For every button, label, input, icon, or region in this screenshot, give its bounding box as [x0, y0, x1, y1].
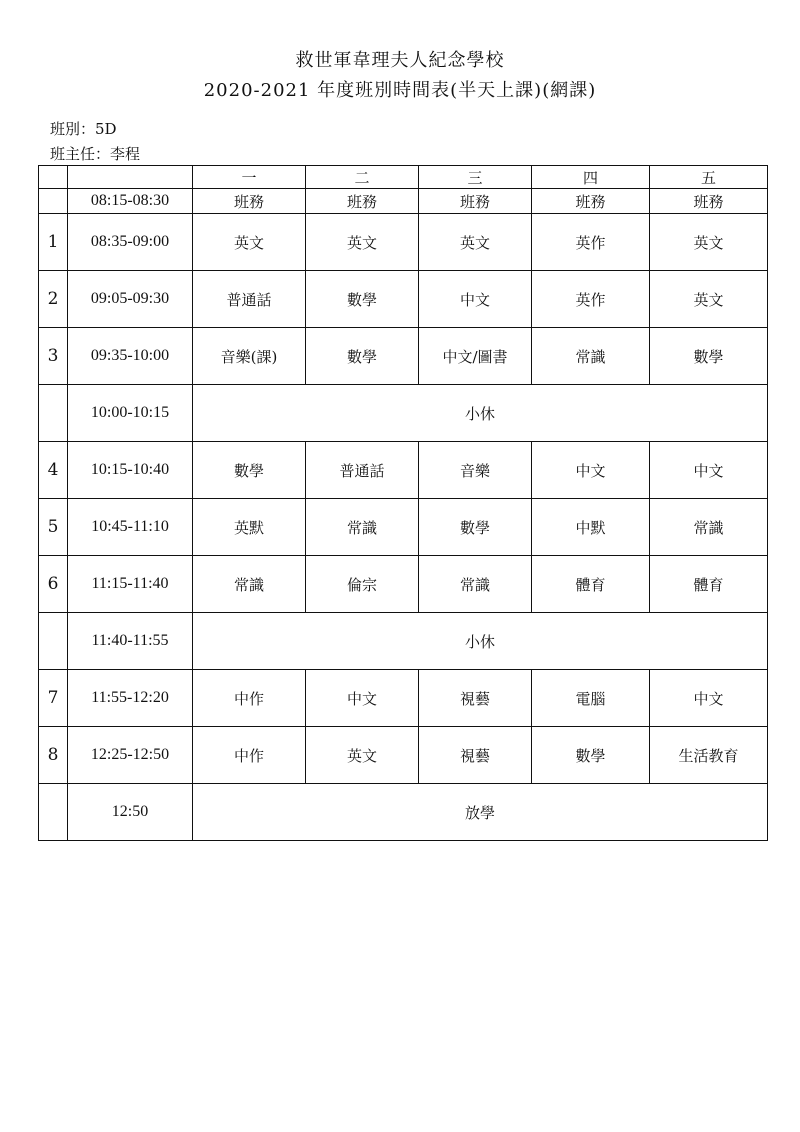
break-cell: 小休 — [193, 613, 768, 670]
subject-cell: 英作 — [532, 271, 650, 328]
subject-cell: 數學 — [419, 499, 532, 556]
period-number: 2 — [39, 271, 68, 328]
subject-cell: 體育 — [532, 556, 650, 613]
class-label: 班別：5D — [50, 120, 117, 138]
subject-cell: 常識 — [306, 499, 419, 556]
period-row — [39, 442, 768, 499]
period-number — [39, 784, 68, 841]
subject-cell: 英文 — [650, 214, 768, 271]
subject-cell: 常識 — [650, 499, 768, 556]
period-number: 1 — [39, 214, 68, 271]
subject-cell: 英默 — [193, 499, 306, 556]
day-header: 一 — [193, 166, 306, 189]
period-time: 12:50 — [68, 784, 193, 841]
subject-cell: 生活教育 — [650, 727, 768, 784]
period-row — [39, 670, 768, 727]
period-number: 3 — [39, 328, 68, 385]
subject-cell: 中文 — [650, 442, 768, 499]
period-time: 10:00-10:15 — [68, 385, 193, 442]
period-time: 11:40-11:55 — [68, 613, 193, 670]
subject-cell: 普通話 — [193, 271, 306, 328]
day-header: 二 — [306, 166, 419, 189]
period-number: 4 — [39, 442, 68, 499]
period-number — [39, 385, 68, 442]
subject-cell: 數學 — [306, 271, 419, 328]
subject-cell: 常識 — [193, 556, 306, 613]
break-row — [39, 613, 768, 670]
period-number — [39, 189, 68, 214]
break-cell: 放學 — [193, 784, 768, 841]
period-time: 09:35-10:00 — [68, 328, 193, 385]
period-row — [39, 214, 768, 271]
subject-cell: 班務 — [306, 189, 419, 214]
subject-cell: 數學 — [306, 328, 419, 385]
period-number: 5 — [39, 499, 68, 556]
class-teacher-label: 班主任：李程 — [50, 145, 141, 163]
period-number: 8 — [39, 727, 68, 784]
subject-cell: 英文 — [419, 214, 532, 271]
header-row — [39, 166, 768, 189]
subject-cell: 音樂 — [419, 442, 532, 499]
day-header: 四 — [532, 166, 650, 189]
period-time: 10:15-10:40 — [68, 442, 193, 499]
subject-cell: 體育 — [650, 556, 768, 613]
subject-cell: 班務 — [650, 189, 768, 214]
subject-cell: 中文 — [650, 670, 768, 727]
subject-cell: 中作 — [193, 670, 306, 727]
subject-cell: 倫宗 — [306, 556, 419, 613]
time-header-cell — [68, 166, 193, 189]
timetable — [38, 165, 768, 841]
subject-cell: 英作 — [532, 214, 650, 271]
subject-cell: 常識 — [532, 328, 650, 385]
timetable-title: 2020-2021 年度班別時間表(半天上課)(網課) — [203, 80, 597, 101]
subject-cell: 英文 — [650, 271, 768, 328]
subject-cell: 常識 — [419, 556, 532, 613]
subject-cell: 視藝 — [419, 727, 532, 784]
subject-cell: 普通話 — [306, 442, 419, 499]
subject-cell: 中文/圖書 — [419, 328, 532, 385]
subject-cell: 中文 — [532, 442, 650, 499]
period-row — [39, 189, 768, 214]
period-time: 11:55-12:20 — [68, 670, 193, 727]
subject-cell: 英文 — [306, 214, 419, 271]
period-time: 12:25-12:50 — [68, 727, 193, 784]
subject-cell: 班務 — [532, 189, 650, 214]
break-cell: 小休 — [193, 385, 768, 442]
period-time: 08:15-08:30 — [68, 189, 193, 214]
subject-cell: 中文 — [419, 271, 532, 328]
period-row — [39, 271, 768, 328]
subject-cell: 班務 — [419, 189, 532, 214]
period-number — [39, 613, 68, 670]
subject-cell: 中文 — [306, 670, 419, 727]
day-header: 三 — [419, 166, 532, 189]
subject-cell: 數學 — [193, 442, 306, 499]
subject-cell: 英文 — [193, 214, 306, 271]
subject-cell: 數學 — [650, 328, 768, 385]
period-time: 08:35-09:00 — [68, 214, 193, 271]
period-row — [39, 328, 768, 385]
subject-cell: 英文 — [306, 727, 419, 784]
subject-cell: 電腦 — [532, 670, 650, 727]
school-name: 救世軍韋理夫人紀念學校 — [295, 50, 505, 71]
period-row — [39, 556, 768, 613]
break-row — [39, 784, 768, 841]
subject-cell: 班務 — [193, 189, 306, 214]
period-row — [39, 499, 768, 556]
subject-cell: 中作 — [193, 727, 306, 784]
period-row — [39, 727, 768, 784]
period-number: 6 — [39, 556, 68, 613]
corner-cell — [39, 166, 68, 189]
period-time: 09:05-09:30 — [68, 271, 193, 328]
day-header: 五 — [650, 166, 768, 189]
period-time: 10:45-11:10 — [68, 499, 193, 556]
subject-cell: 音樂(課) — [193, 328, 306, 385]
period-number: 7 — [39, 670, 68, 727]
period-time: 11:15-11:40 — [68, 556, 193, 613]
subject-cell: 視藝 — [419, 670, 532, 727]
subject-cell: 數學 — [532, 727, 650, 784]
subject-cell: 中默 — [532, 499, 650, 556]
break-row — [39, 385, 768, 442]
